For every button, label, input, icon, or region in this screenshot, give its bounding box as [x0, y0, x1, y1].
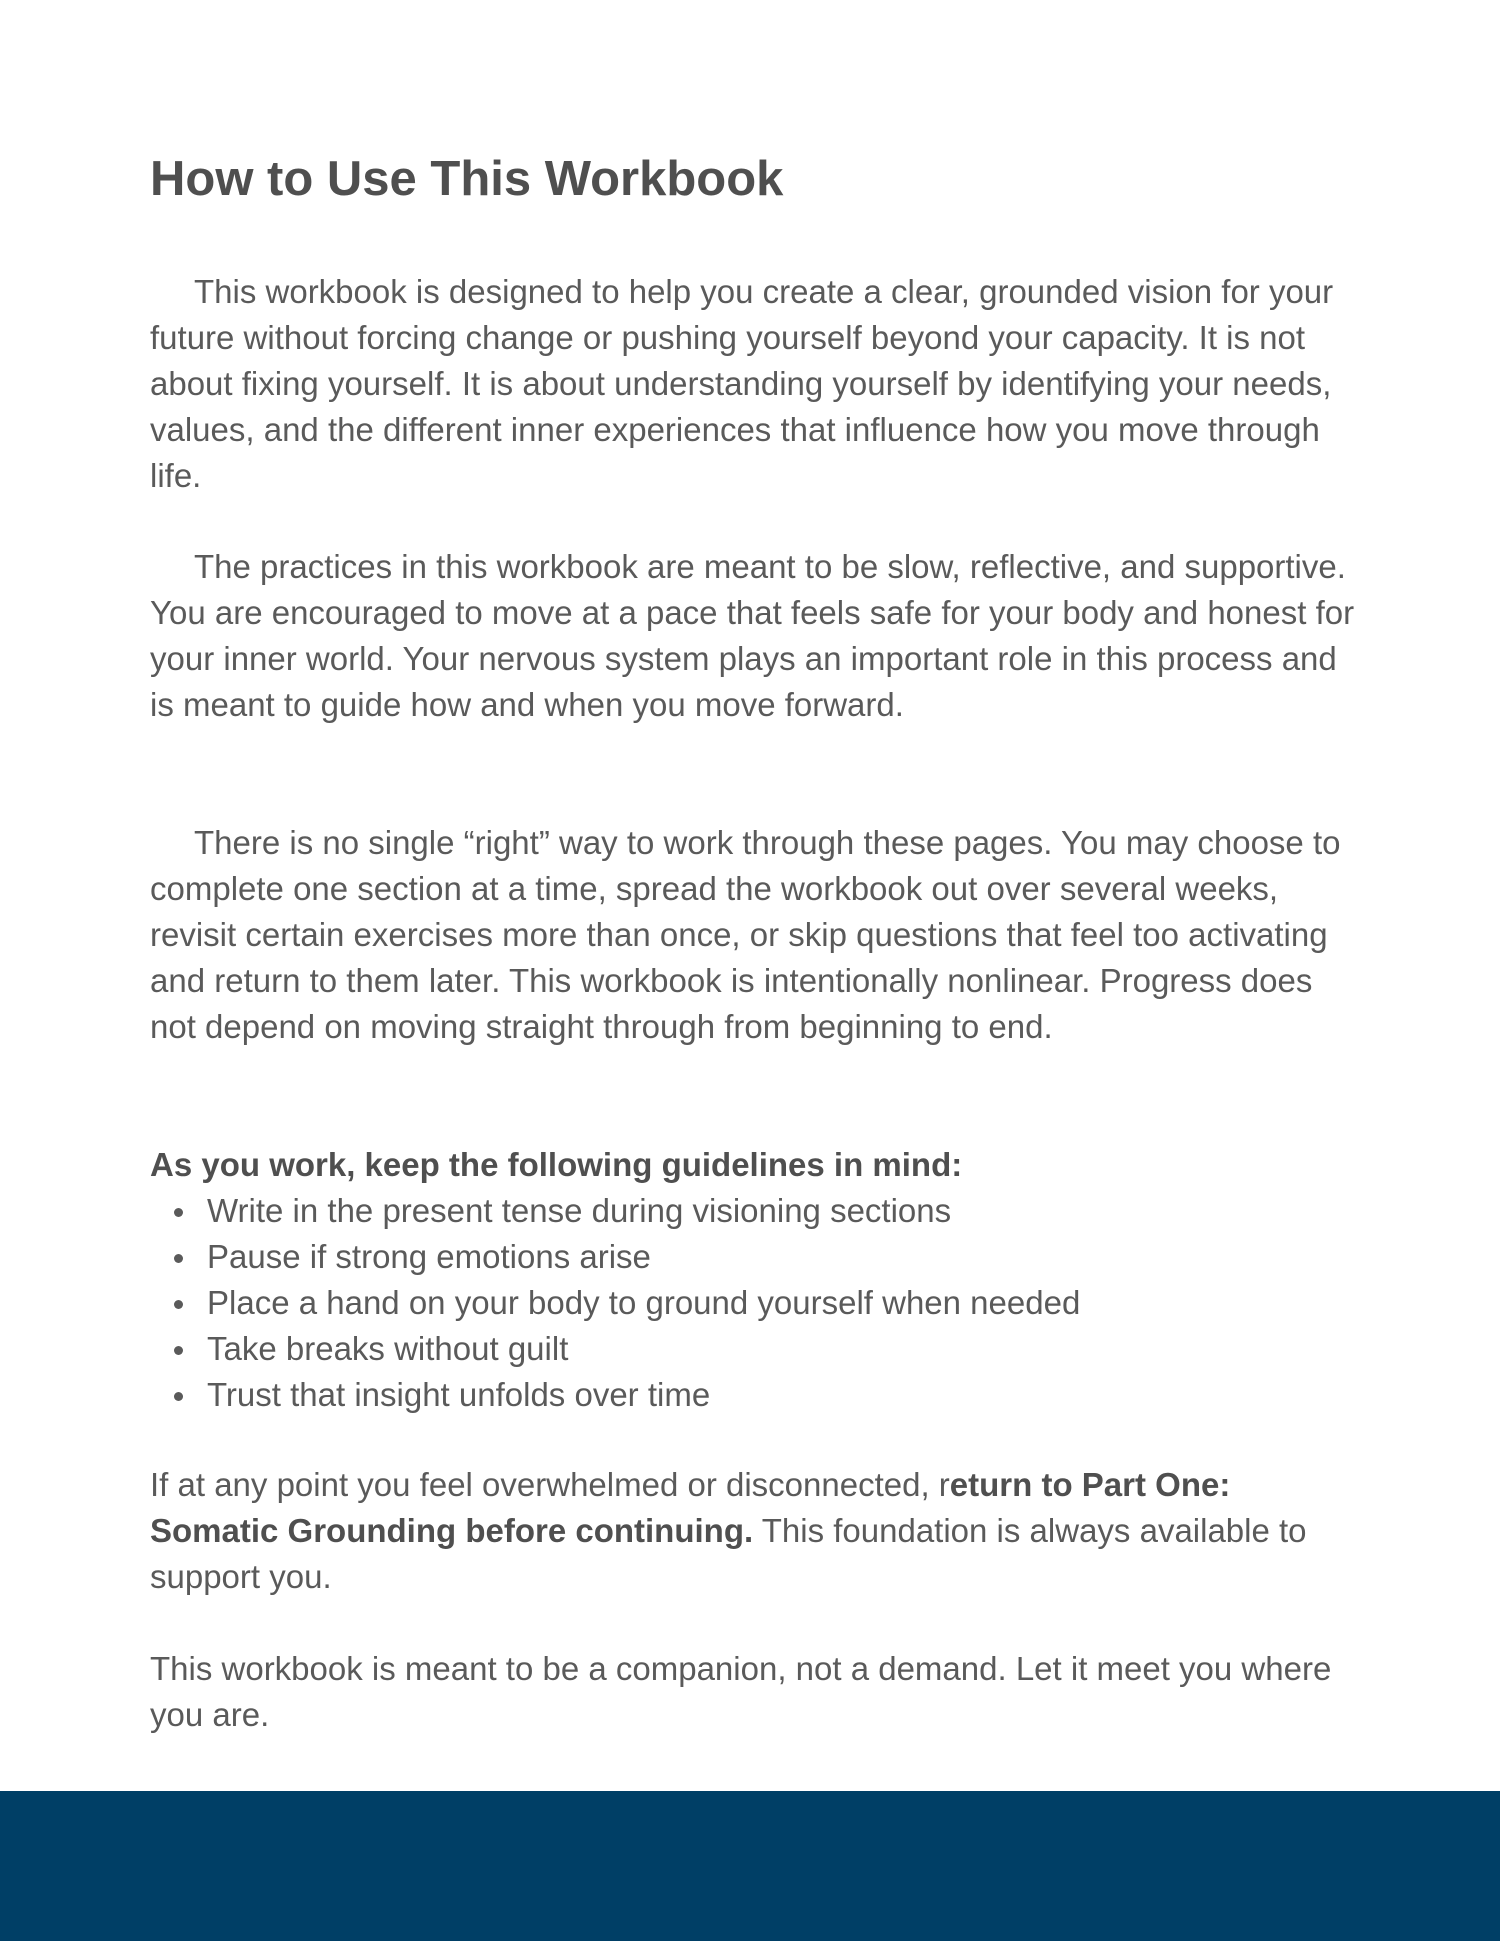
list-item-text: Write in the present tense during visioning sections [207, 1192, 952, 1229]
page-title: How to Use This Workbook [150, 152, 784, 206]
bullet-icon [174, 1254, 183, 1263]
guidelines-list [150, 1188, 1080, 1418]
footer-band [0, 1791, 1500, 1941]
list-item [150, 1188, 1080, 1234]
list-item-text: Pause if strong emotions arise [207, 1238, 651, 1275]
bullet-icon [174, 1208, 183, 1217]
intro-paragraph: This workbook is designed to help you create a clear, grounded vision for your future without forcing change or pushing yourself beyond your capacity. It is not about fixing yourself. It is about understanding yourself by identifying your needs, values, and the different inner experiences that influence how you move through life. [150, 273, 1334, 494]
bullet-icon [174, 1346, 183, 1355]
bullet-icon [174, 1300, 183, 1309]
list-item [150, 1234, 1080, 1280]
list-item-text: Trust that insight unfolds over time [207, 1376, 711, 1413]
overwhelm-tail: This foundation is always available to support you. [150, 1512, 1307, 1595]
overwhelm-lead: If at any point you feel overwhelmed or disconnected, r [150, 1466, 950, 1503]
practices-paragraph: The practices in this workbook are meant to be slow, reflective, and supportive. You are encouraged to move at a pace that feels safe for your body and honest for your inner world. Your nervous system plays an important role in this process and is meant to guide how and when you move forward. [150, 548, 1355, 723]
list-item-text: Place a hand on your body to ground yourself when needed [207, 1284, 1081, 1321]
guidelines-heading: As you work, keep the following guidelines in mind: [150, 1146, 963, 1183]
bullet-icon [174, 1392, 183, 1401]
overwhelm-paragraph [150, 1462, 1360, 1600]
overwhelm-emphasis: eturn to Part One: Somatic Grounding before continuing. [150, 1466, 1231, 1549]
closing-paragraph: This workbook is meant to be a companion, not a demand. Let it meet you where you are. [150, 1650, 1332, 1733]
list-item [150, 1280, 1080, 1326]
nonlinear-paragraph: There is no single “right” way to work through these pages. You may choose to complete one section at a time, spread the workbook out over several weeks, revisit certain exercises more than once, or skip questions that feel too activating and return to them later. This workbook is intentionally nonlinear. Progress does not depend on moving straight through from beginning to end. [150, 824, 1341, 1045]
list-item [150, 1372, 1080, 1418]
list-item-text: Take breaks without guilt [207, 1330, 569, 1367]
list-item [150, 1326, 1080, 1372]
